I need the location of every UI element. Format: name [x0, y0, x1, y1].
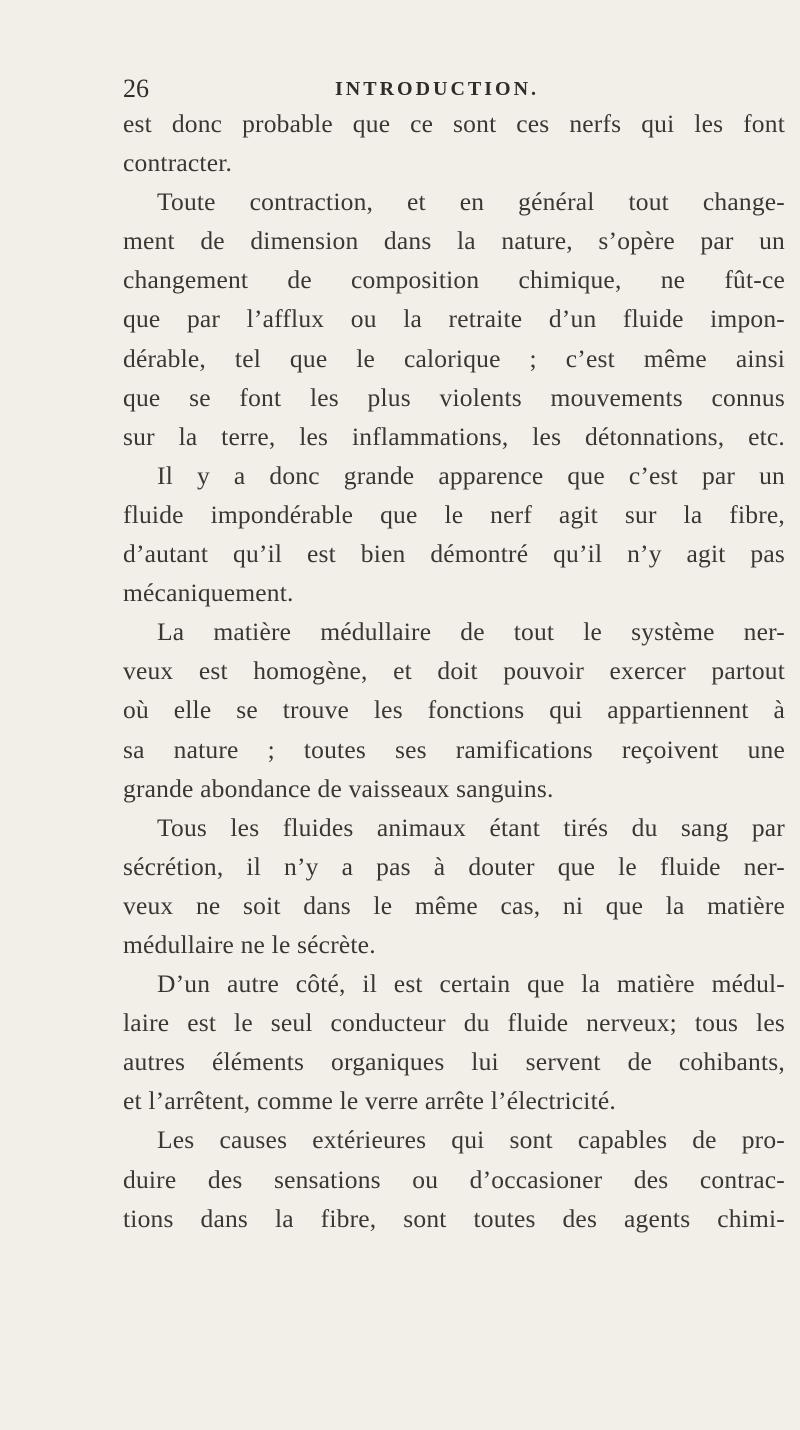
text-line: Les causes extérieures qui sont capables de pro- [157, 1125, 785, 1155]
text-line: où elle se trouve les fonctions qui appartiennent à [123, 695, 785, 725]
text-line: Tous les fluides animaux étant tirés du sang par [157, 812, 785, 842]
text-line: La matière médullaire de tout le système ner- [157, 617, 785, 647]
body-text [123, 104, 785, 1238]
text-line: veux est homogène, et doit pouvoir exercer partout [123, 656, 785, 686]
running-head [123, 72, 783, 106]
text-line: laire est le seul conducteur du fluide nerveux; tous les [123, 1008, 785, 1038]
text-line: changement de composition chimique, ne fût-ce [123, 265, 785, 295]
text-line: tions dans la fibre, sont toutes des agents chimi- [123, 1203, 785, 1233]
text-line: grande abondance de vaisseaux sanguins. [123, 773, 554, 803]
running-title: INTRODUCTION. [335, 78, 540, 100]
text-line: que par l’afflux ou la retraite d’un fluide impon- [123, 304, 785, 334]
text-line: que se font les plus violents mouvements connus [123, 382, 785, 412]
text-line: fluide impondérable que le nerf agit sur la fibre, [123, 499, 785, 529]
text-line: et l’arrêtent, comme le verre arrête l’électricité. [123, 1086, 616, 1116]
text-line: est donc probable que ce sont ces nerfs qui les font [123, 109, 785, 138]
text-line: sur la terre, les inflammations, les détonnations, etc. [123, 421, 785, 451]
text-line: Il y a donc grande apparence que c’est par un [157, 460, 785, 490]
text-line: duire des sensations ou d’occasioner des contrac- [123, 1164, 785, 1194]
text-line: veux ne soit dans le même cas, ni que la matière [123, 890, 785, 920]
text-line: Toute contraction, et en général tout change- [157, 187, 785, 217]
text-line: ment de dimension dans la nature, s’opère par un [123, 226, 785, 256]
text-line: d’autant qu’il est bien démontré qu’il n’y agit pas [123, 539, 785, 569]
text-line: contracter. [123, 148, 233, 178]
page-number: 26 [123, 74, 149, 103]
text-line: mécaniquement. [123, 578, 294, 608]
text-line: sécrétion, il n’y a pas à douter que le fluide ner- [123, 851, 785, 881]
text-line: sa nature ; toutes ses ramifications reçoivent une [123, 734, 785, 764]
text-line: D’un autre côté, il est certain que la matière médul- [157, 969, 785, 999]
text-line: médullaire ne le sécrète. [123, 929, 376, 959]
text-line: autres éléments organiques lui servent de cohibants, [123, 1047, 785, 1077]
text-line: dérable, tel que le calorique ; c’est même ainsi [123, 343, 785, 373]
